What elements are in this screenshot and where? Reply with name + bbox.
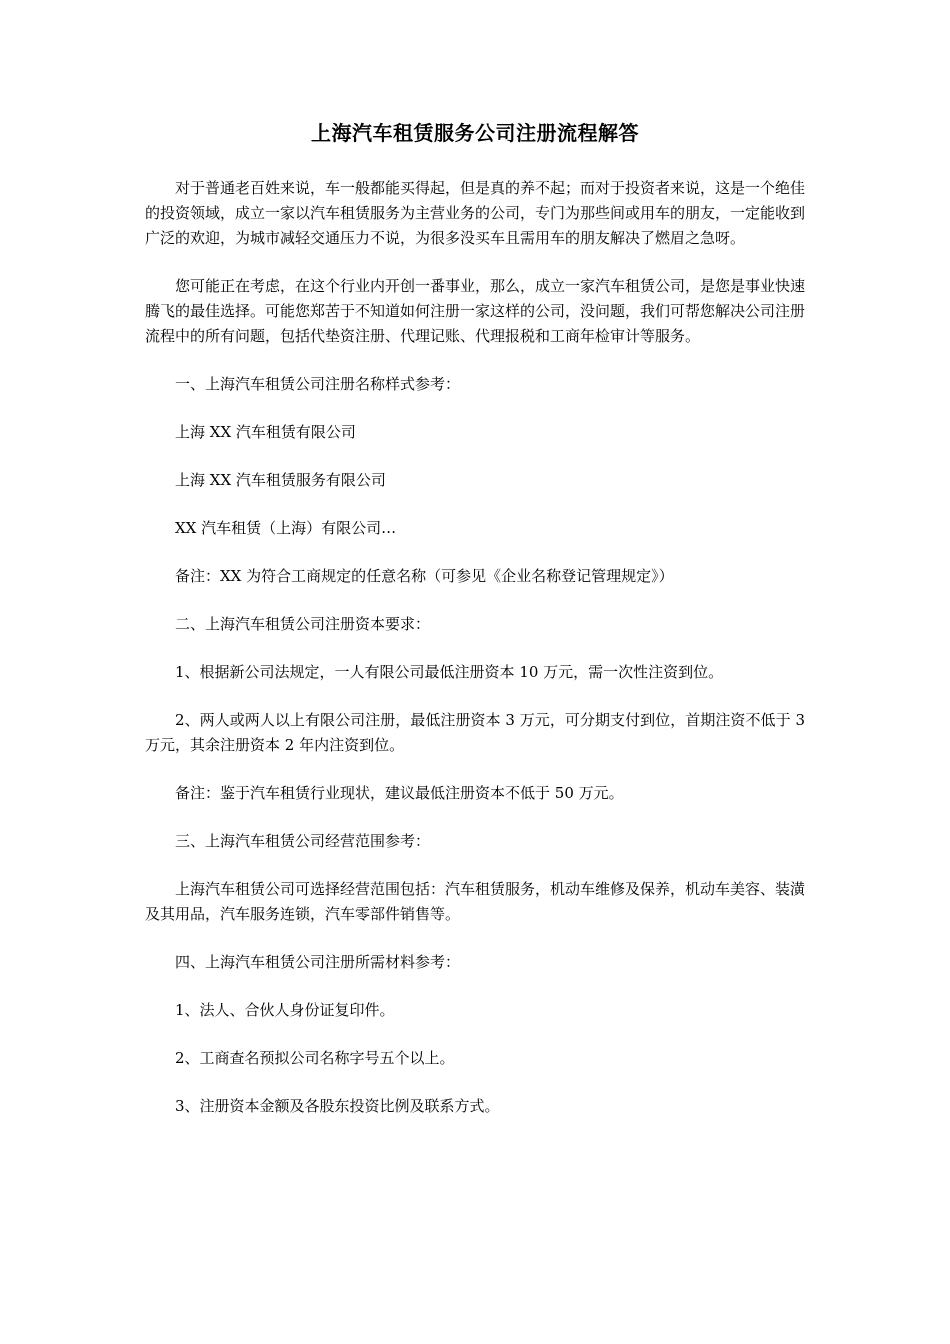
capital-item-2: 2、两人或两人以上有限公司注册，最低注册资本 3 万元，可分期支付到位，首期注资不低于 3 万元，其余注册资本 2 年内注资到位。 <box>145 711 805 754</box>
section-heading-capital: 二、上海汽车租赁公司注册资本要求： <box>175 615 431 633</box>
intro-paragraph-2: 您可能正在考虑，在这个行业内开创一番事业，那么，成立一家汽车租赁公司，是您是事业快速腾飞的最佳选择。可能您郑苦于不知道如何注册一家这样的公司，没问题，我们可帮您解决公司注册流程中的所有问题，包括代垫资注册、代理记账、代理报税和工商年检审计等服务。 <box>145 277 806 345</box>
section-heading-scope: 三、上海汽车租赁公司经营范围参考： <box>175 832 431 850</box>
scope-text: 上海汽车租赁公司可选择经营范围包括：汽车租赁服务，机动车维修及保养，机动车美容、装潢及其用品，汽车服务连锁，汽车零部件销售等。 <box>145 880 806 923</box>
section-heading-materials: 四、上海汽车租赁公司注册所需材料参考： <box>175 953 461 971</box>
capital-note: 备注：鉴于汽车租赁行业现状，建议最低注册资本不低于 50 万元。 <box>175 784 624 802</box>
document-page <box>145 118 805 1142</box>
document-title: 上海汽车租赁服务公司注册流程解答 <box>311 121 639 145</box>
materials-item-3: 3、注册资本金额及各股东投资比例及联系方式。 <box>175 1097 500 1115</box>
materials-item-2: 2、工商查名预拟公司名称字号五个以上。 <box>175 1049 455 1067</box>
name-example-3: XX 汽车租赁（上海）有限公司… <box>175 519 397 537</box>
name-note: 备注：XX 为符合工商规定的任意名称（可参见《企业名称登记管理规定》） <box>175 567 674 585</box>
section-heading-name-styles: 一、上海汽车租赁公司注册名称样式参考： <box>175 375 461 393</box>
name-example-2: 上海 XX 汽车租赁服务有限公司 <box>175 471 386 489</box>
name-example-1: 上海 XX 汽车租赁有限公司 <box>175 423 356 441</box>
intro-paragraph-1: 对于普通老百姓来说，车一般都能买得起，但是真的养不起；而对于投资者来说，这是一个绝佳的投资领域，成立一家以汽车租赁服务为主营业务的公司，专门为那些间或用车的朋友，一定能收到广泛的欢迎，为城市减轻交通压力不说，为很多没买车且需用车的朋友解决了燃眉之急呀。 <box>145 179 806 247</box>
capital-item-1: 1、根据新公司法规定，一人有限公司最低注册资本 10 万元，需一次性注资到位。 <box>175 663 724 681</box>
materials-item-1: 1、法人、合伙人身份证复印件。 <box>175 1001 395 1019</box>
